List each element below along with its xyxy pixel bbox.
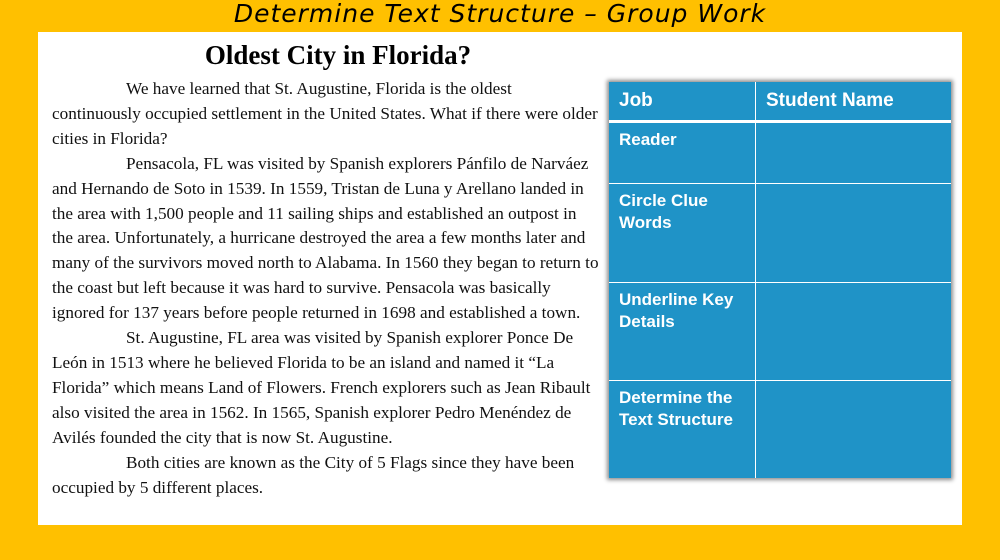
slide-title: Determine Text Structure – Group Work (233, 0, 767, 28)
student-name-column-header: Student Name (756, 82, 952, 122)
student-name-cell[interactable] (756, 380, 952, 478)
paragraph: St. Augustine, FL area was visited by Spanish explorer Ponce De León in 1513 where he believed Florida to be an island and named it “La Florida” which means Land of Flowers. French explorers such as Jean Ribault also visited the area in 1562. In 1565, Spanish explorer Pedro Menéndez de Avilés founded the city that is now St. Augustine. (52, 328, 591, 447)
job-cell: Underline Key Details (609, 282, 756, 380)
table-row (609, 184, 951, 282)
table-row (609, 380, 951, 478)
article-heading: Oldest City in Florida? (204, 40, 472, 70)
paragraph: Pensacola, FL was visited by Spanish explorers Pánfilo de Narváez and Hernando de Soto in 1539. In 1559, Tristan de Luna y Arellano landed in the area with 1,500 people and 11 sailing ships and established an outpost in the area. Unfortunately, a hurricane destroyed the area a few months later and many of the survivors moved north to Alabama. In 1560 they began to return to the coast but left because it was hard to survive. Pensacola was basically ignored for 137 years before people returned in 1698 and established a town. (52, 153, 599, 323)
job-column-header: Job (609, 82, 756, 122)
table-row (609, 282, 951, 380)
table-row (609, 122, 951, 184)
group-roles-table (609, 82, 951, 478)
job-cell: Determine the Text Structure (609, 380, 756, 478)
job-cell: Circle Clue Words (609, 184, 756, 282)
student-name-cell[interactable] (756, 184, 952, 282)
table-header-row (609, 82, 951, 122)
article-passage (52, 77, 600, 500)
student-name-cell[interactable] (756, 122, 952, 184)
paragraph: Both cities are known as the City of 5 Flags since they have been occupied by 5 different places. (52, 452, 575, 497)
student-name-cell[interactable] (756, 282, 952, 380)
job-cell: Reader (609, 122, 756, 184)
paragraph: We have learned that St. Augustine, Florida is the oldest continuously occupied settlement in the United States. What if there were older cities in Florida? (52, 79, 598, 148)
